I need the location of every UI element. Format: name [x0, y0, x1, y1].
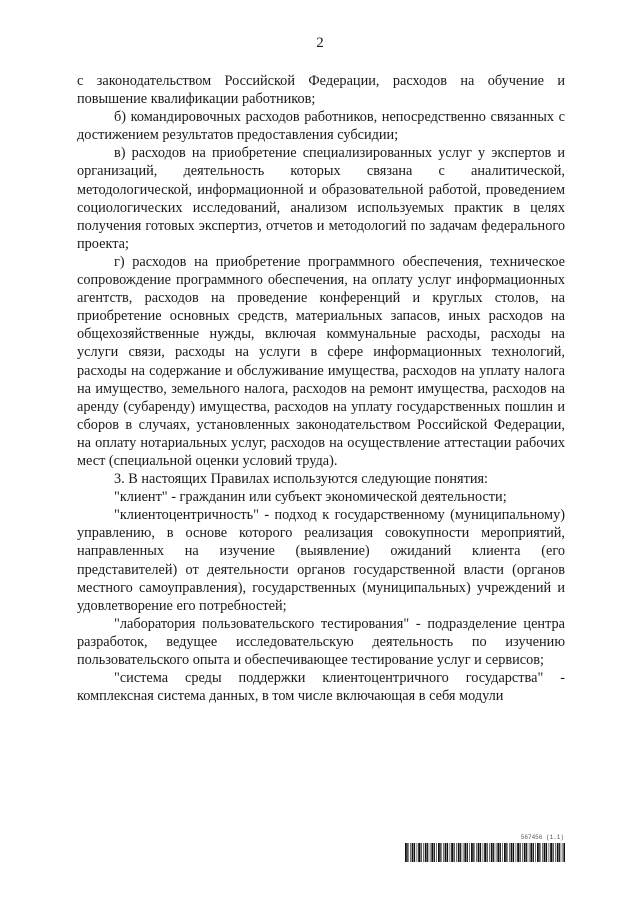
paragraph-def-client-centricity: "клиентоцентричность" - подход к государственному (муниципальному) управлению, в основе которого реализация совокупности мероприятий, направленных на изучение (выявление) ожиданий клиента (его представителей) от деятельности органов государственной власти (органов местного самоуправления), государственных (муниципальных) учреждений и удовлетворение его потребностей; [77, 507, 565, 614]
paragraph-item-g: г) расходов на приобретение программного обеспечения, техническое сопровождение программного обеспечения, на оплату услуг информационных агентств, расходов на проведение конференций и круглых столов, на приобретение основных средств, материальных запасов, иных расходов на общехозяйственные нужды, включая коммунальные расходы, расходы на услуги связи, расходы на услуги в сфере информационных технологий, расходы на содержание и обслуживание имущества, расходов на уплату налога на имущество, земельного налога, расходов на ремонт имущества, расходов на аренду (субаренду) имущества, расходов на уплату государственных пошлин и сборов в случаях, установленных законодательством Российской Федерации, на оплату нотариальных услуг, расходов на осуществление аттестации рабочих мест (специальной оценки условий труда). [77, 253, 565, 469]
paragraph-continuation: с законодательством Российской Федерации, расходов на обучение и повышение квалификации работников; [77, 73, 565, 108]
paragraph-def-support-system: "система среды поддержки клиентоцентричного государства" - комплексная система данных, в том числе включающая в себя модули [77, 670, 565, 705]
paragraph-item-b: б) командировочных расходов работников, непосредственно связанных с достижением результатов предоставления субсидии; [77, 109, 565, 144]
paragraph-section-3: 3. В настоящих Правилах используются следующие понятия: [114, 471, 489, 488]
document-body [77, 72, 565, 705]
paragraph-item-v: в) расходов на приобретение специализированных услуг у экспертов и организаций, деятельность которых связана с аналитической, методологической, информационной и образовательной работой, проведением социологических исследований, анализом используемых практик в целях получения готовых экспертиз, отчетов и методологий по задачам федерального проекта; [77, 145, 565, 252]
paragraph-def-testing-lab: "лаборатория пользовательского тестирования" - подразделение центра разработок, ведущее исследовательскую деятельность по изучению пользовательского опыта и обеспечивающее тестирование услуг и сервисов; [77, 615, 565, 668]
barcode-icon [405, 843, 565, 862]
paragraph-def-client: "клиент" - гражданин или субъект экономической деятельности; [114, 489, 507, 506]
page-number: 2 [316, 35, 324, 51]
document-code: 567456 (1.1) [520, 834, 564, 841]
